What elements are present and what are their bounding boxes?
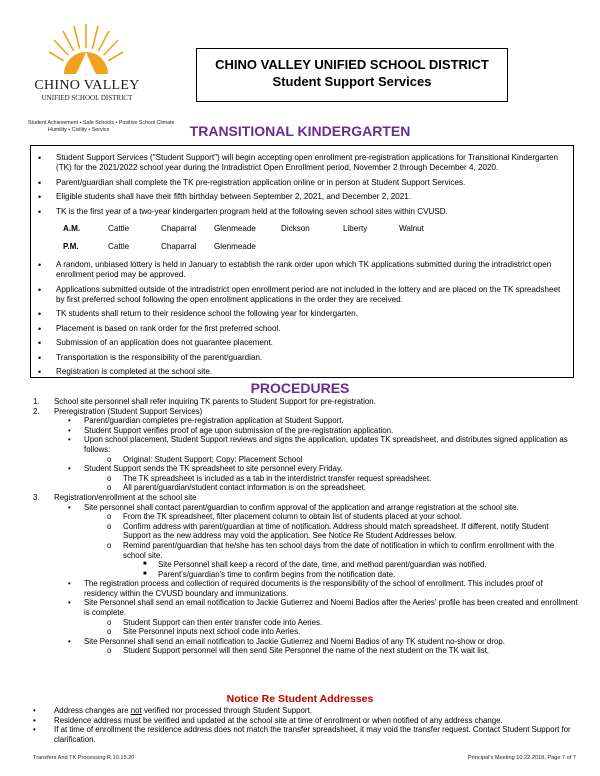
procedure-detail: o Remind parent/guardian that he/she has ten school days from the date of notification in which to confirm enrollment with the school site.	[107, 540, 555, 560]
procedure-subdetail: ■ Parent's/guardian's time to confirm begins from the notification date.	[143, 569, 396, 579]
procedure-detail: o Student Support personnel will then send Site Personnel the name of the next student on the TK wait list.	[107, 646, 490, 656]
notice-list	[33, 706, 578, 744]
site-name: Chaparral	[161, 223, 197, 233]
pm-sites-row	[31, 239, 573, 253]
procedure-step: 1. School site personnel shall refer inquiring TK parents to Student Support for pre-registration.	[33, 397, 376, 406]
procedure-subdetail: ■ Site Personnel shall keep a record of the date, time, and method parent/guardian was notified.	[143, 560, 487, 570]
procedure-detail: o Confirm address with parent/guardian at time of notification. Address should match spreadsheet. If different, notify Student Support as the new address may void the application. See Notice Re Student Addresses below.	[107, 521, 549, 541]
footer-left: Transfers And TK Processing R.10.15.20	[33, 755, 135, 761]
notice-bullet: • Address changes are not verified nor processed through Student Support.	[33, 706, 312, 715]
procedure-substep: • Student Support verifies proof of age upon submission of the pre-registration application.	[68, 425, 394, 435]
am-sites-row	[31, 221, 573, 235]
procedure-substep: • Site Personnel shall send an email notification to Jackie Gutierrez and Noemi Badios of any TK student no-show or drop.	[68, 636, 505, 646]
pm-label: P.M.	[63, 241, 79, 251]
procedure-detail: o From the TK spreadsheet, filter placement column to obtain list of students placed at your school.	[107, 512, 462, 522]
procedure-substep: • Parent/guardian completes pre-registration application at Student Support.	[68, 416, 344, 426]
header-box	[196, 48, 508, 102]
district-logo	[28, 22, 188, 133]
procedure-substep: • The registration process and collection of required documents is the responsibility of the school of enrollment. This includes proof of residency within the CVUSD boundary and immunizations.	[68, 579, 543, 598]
procedures-title: PROCEDURES	[250, 380, 350, 396]
district-name: CHINO VALLEY UNIFIED SCHOOL DISTRICT	[215, 57, 489, 72]
sunburst-icon	[46, 22, 126, 78]
procedure-step: 2. Preregistration (Student Support Services)	[33, 406, 203, 416]
procedure-detail: o Site Personnel inputs next school code into Aeries.	[107, 627, 301, 637]
tk-bullet: • Transportation is the responsibility of the parent/guardian.	[31, 353, 573, 363]
site-name: Glenmeade	[214, 241, 256, 251]
tk-bullet: • Placement is based on rank order for the first preferred school.	[31, 324, 573, 334]
procedure-detail: o All parent/guardian/student contact information is on the spreadsheet.	[107, 483, 367, 493]
notice-bullet: • If at time of enrollment the residence address does not match the transfer spreadsheet, it may void the transfer request. Contact Student Support for clarification.	[33, 725, 571, 744]
tk-bullet: • Parent/guardian shall complete the TK pre-registration application online or in person at Student Support Services.	[31, 178, 573, 188]
site-name: Glenmeade	[214, 223, 256, 233]
tk-bullet: • Eligible students shall have their fifth birthday between September 2, 2021, and December 2, 2021.	[31, 192, 573, 202]
procedure-substep: • Site Personnel shall send an email notification to Jackie Gutierrez and Noemi Badios after the Aeries' profile has been created and enrollment is complete.	[68, 598, 578, 618]
site-name: Walnut	[399, 223, 424, 233]
site-name: Chaparral	[161, 241, 197, 251]
procedure-step: 3. Registration/enrollment at the school site	[33, 492, 197, 502]
notice-bullet: • Residence address must be verified and updated at the school site at time of enrollment or when notified of any address change.	[33, 715, 503, 725]
site-name: Liberty	[343, 223, 368, 233]
logo-subtitle: UNIFIED SCHOOL DISTRICT	[41, 94, 133, 102]
site-name: Dickson	[281, 223, 310, 233]
notice-title: Notice Re Student Addresses	[226, 693, 374, 705]
footer-right: Principal's Meeting 10.22.2018, Page 7 of 7	[467, 755, 576, 761]
am-label: A.M.	[63, 223, 81, 233]
tk-bullet: • Registration is completed at the school site.	[31, 367, 573, 377]
page-title: TRANSITIONAL KINDERGARTEN	[189, 123, 411, 139]
procedure-detail: o The TK spreadsheet is included as a tab in the interdistrict transfer request spreadsheet.	[107, 473, 432, 483]
logo-tagline-2: Humility • Civility • Service	[48, 126, 110, 133]
tk-bullet: • A random, unbiased lottery is held in January to establish the rank order upon which TK applications submitted during the intradistrict open enrollment period may be approved.	[31, 260, 573, 280]
site-name: Cattle	[108, 241, 130, 251]
tk-bullet: • TK students shall return to their residence school the following year for kindergarten.	[31, 309, 573, 319]
department-name: Student Support Services	[272, 74, 432, 89]
logo-name: CHINO VALLEY	[34, 78, 140, 93]
procedure-substep: • Student Support sends the TK spreadsheet to site personnel every Friday.	[68, 464, 343, 474]
tk-info-box	[30, 145, 574, 378]
procedure-detail: o Student Support can then enter transfer code into Aeries.	[107, 617, 323, 627]
logo-tagline-1: Student Achievement • Safe Schools • Positive School Climate	[28, 120, 175, 126]
tk-bullet: • Submission of an application does not guarantee placement.	[31, 338, 573, 348]
procedure-substep: • Upon school placement, Student Support reviews and signs the application, updates TK spreadsheet, and distributes signed application as follows:	[68, 435, 568, 454]
site-name: Cattle	[108, 223, 130, 233]
tk-bullet: • Applications submitted outside of the intradistrict open enrollment period are not included in the lottery and are placed on the TK spreadsheet by first preferred school following the open enrollment applications in the order they are received.	[31, 285, 573, 305]
procedure-substep: • Site personnel shall contact parent/guardian to confirm approval of the application and arrange registration at the school site.	[68, 502, 519, 512]
tk-bullet: • TK is the first year of a two-year kindergarten program held at the following seven school sites within CVUSD.	[31, 207, 573, 217]
procedures-list	[33, 397, 578, 656]
procedure-detail: o Original: Student Support; Copy: Placement School	[107, 454, 303, 464]
tk-bullet: • Student Support Services ("Student Support") will begin accepting open enrollment pre-registration applications for Transitional Kindergarten (TK) for the 2021/2022 school year during the Intradistrict Open Enrollment period, November 2 through December 4, 2020.	[31, 153, 573, 173]
